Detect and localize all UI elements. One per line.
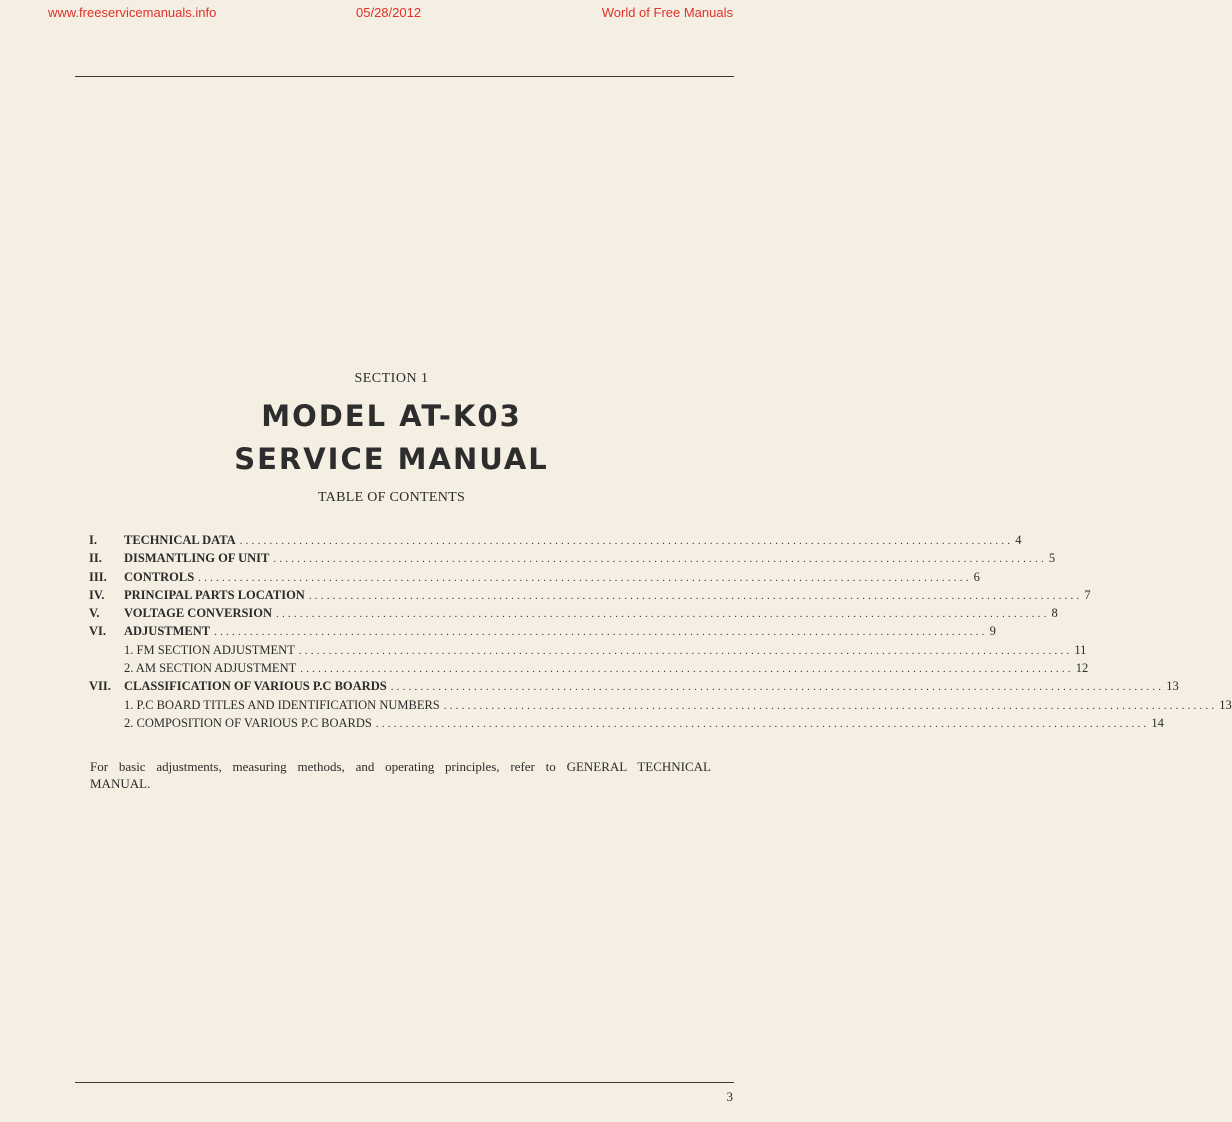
toc-subentry[interactable] xyxy=(89,697,1232,716)
toc-label: 1. FM SECTION ADJUSTMENT xyxy=(124,642,295,657)
toc-page: 5 xyxy=(1048,551,1056,566)
toc-leader: .................................................................................................................................. xyxy=(443,699,1218,712)
toc-leader: .................................................................................................................................. xyxy=(308,589,1083,602)
toc-label: CONTROLS xyxy=(124,569,195,584)
toc-leader: .................................................................................................................................. xyxy=(239,535,1014,547)
toc-number: IV. xyxy=(89,587,105,602)
toc-number: V. xyxy=(89,606,100,621)
toc-leader: .................................................................................................................................. xyxy=(298,644,1073,657)
toc-page: 14 xyxy=(1151,715,1164,730)
toc-number: VII. xyxy=(89,679,111,694)
toc-number: II. xyxy=(89,551,102,566)
toc-entry[interactable] xyxy=(89,551,1056,569)
reference-note: For basic adjustments, measuring methods, and operating principles, refer to GENERAL TECHNICAL MANUAL. xyxy=(90,759,711,791)
toc-label: CLASSIFICATION OF VARIOUS P.C BOARDS xyxy=(124,679,387,694)
toc-entry[interactable] xyxy=(89,624,996,642)
toc-entry[interactable] xyxy=(89,606,1058,624)
toc-label: ADJUSTMENT xyxy=(124,624,211,639)
toc-entry[interactable] xyxy=(89,533,1022,551)
toc-leader: .................................................................................................................................. xyxy=(214,626,988,639)
toc-number: I. xyxy=(89,533,97,547)
toc-page: 11 xyxy=(1074,642,1087,657)
watermark-header xyxy=(0,5,783,23)
toc-entry[interactable] xyxy=(89,569,980,588)
toc-heading: TABLE OF CONTENTS xyxy=(317,490,466,505)
bottom-divider xyxy=(75,1082,734,1083)
toc-label: 2. COMPOSITION OF VARIOUS P.C BOARDS xyxy=(124,715,372,730)
toc-leader: .................................................................................................................................. xyxy=(375,717,1150,730)
toc-label: DISMANTLING OF UNIT xyxy=(124,551,270,566)
model-title: MODEL AT-K03 xyxy=(261,399,522,433)
toc-page: 8 xyxy=(1051,606,1058,621)
toc-page: 13 xyxy=(1166,679,1179,694)
toc-page: 6 xyxy=(973,569,980,584)
brand-label: World of Free Manuals xyxy=(601,5,733,20)
toc-leader: .................................................................................................................................. xyxy=(273,553,1047,566)
manual-title: SERVICE MANUAL xyxy=(234,442,549,476)
top-divider xyxy=(75,76,734,77)
toc-leader: .................................................................................................................................. xyxy=(390,681,1165,694)
site-link[interactable]: www.freeservicemanuals.info xyxy=(48,5,217,20)
toc-label: 1. P.C BOARD TITLES AND IDENTIFICATION NUMBERS xyxy=(124,697,440,712)
page-number: 3 xyxy=(726,1089,733,1104)
toc-subentry[interactable] xyxy=(89,642,1087,661)
toc-leader: .................................................................................................................................. xyxy=(300,663,1074,676)
toc-subentry[interactable] xyxy=(89,661,1089,679)
toc-leader: .................................................................................................................................. xyxy=(198,571,972,584)
table-of-contents xyxy=(89,533,1232,734)
toc-number: III. xyxy=(89,569,107,584)
toc-leader: .................................................................................................................................. xyxy=(276,608,1050,621)
toc-subentry[interactable] xyxy=(89,715,1164,734)
toc-label: PRINCIPAL PARTS LOCATION xyxy=(124,587,305,602)
toc-label: TECHNICAL DATA xyxy=(124,533,236,547)
toc-label: 2. AM SECTION ADJUSTMENT xyxy=(124,661,297,676)
toc-page: 9 xyxy=(989,624,996,639)
header-date: 05/28/2012 xyxy=(356,5,422,20)
toc-entry[interactable] xyxy=(89,679,1179,697)
toc-page: 12 xyxy=(1075,661,1089,676)
toc-entry[interactable] xyxy=(89,587,1091,606)
toc-label: VOLTAGE CONVERSION xyxy=(124,606,273,621)
section-label: SECTION 1 xyxy=(354,371,429,386)
toc-page: 13 xyxy=(1219,697,1232,712)
toc-page: 4 xyxy=(1015,533,1022,547)
toc-page: 7 xyxy=(1084,587,1091,602)
toc-number: VI. xyxy=(89,624,107,639)
